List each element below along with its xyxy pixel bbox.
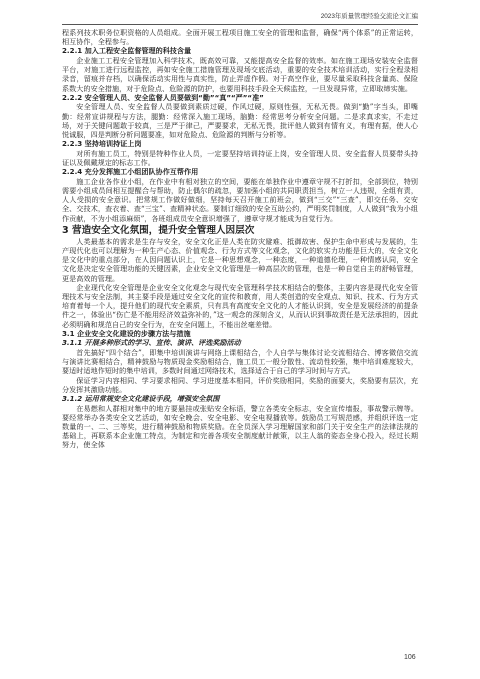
subsection-heading: 2.2.3 坚持培训持证上岗 — [62, 139, 142, 149]
body-paragraph: 安全管理人员、安全监督人员要做到素质过硬，作风过硬，原则性强，无私无畏。做到“勤”字当头，即嘴勤：经常宣讲规程与方法，腿勤：经常深入施工现场，脑勤：经常思考分析安全问题。二是求真求实，不走过场，对于关键问题敢于较真，三是严于律己，严要要求，无私无畏，批评他人做到有情有义，有理有据，使人心悦诚服，四是判断分析问题要准，如对危险点、危险源的判断与分析等。 — [62, 102, 418, 140]
page-number: 106 — [404, 654, 416, 661]
section-heading: 3 营造安全文化氛围，提升安全管理人因层次 — [62, 224, 255, 236]
subsection-heading: 3.1 企业安全文化建设的步骤方法与措施 — [62, 328, 191, 338]
body-paragraph: 对所有施工员工，特别是特种作业人员，一定要坚持培训持证上岗，安全管理人员、安全监督人员要带头持证以及佩戴规定的标志工作。 — [62, 148, 418, 168]
subsection-heading: 2.2.2 安全管理人员、安全监督人员要做到“勤”“真”“严”“准” — [62, 92, 264, 102]
header-title: 2023年质量管理经验交流论文汇编 — [320, 13, 418, 20]
subsection-heading: 2.2.4 充分发挥施工小组团队协作互帮作用 — [62, 167, 199, 177]
subsection-heading: 3.1.2 运用常规安全文化建设手段，增强安全氛围 — [62, 394, 220, 404]
body-paragraph: 首先搞好“四个结合”，即集中培训演讲与网络上课相结合，个人自学与集体讨论交流相结合、博客微信交流与演讲比赛相结合，精神鼓励与物质现金奖励相结合，施工员工一般分散性、流动性较强，集中培训难度较大，要适时适地作短时的集中培训，多数时间通过网络技术，选择适合于自己的学习时间与方式。 — [62, 348, 418, 376]
subsection-heading: 2.2.1 加入工程安全监督管理的科技含量 — [62, 46, 192, 56]
body-paragraph: 在易燃和人群相对集中的地方要悬挂或张贴安全标语，警立各类安全标志，安全宣传墙报，事故警示牌等。要经常举办各类安全文艺活动，如安全晚会、安全电影、安全电视播放等。鼓励员工写规范感，并组织评选一定数量的一、二、三等奖，进行精神鼓励和物质奖励。在全员深入学习理解国家和部门关于安全生产的法律法规的基础上，再联系本企业施工特点，为制定和完善各项安全制度献计献策，以主人翁的姿态全身心投入，经过长期努力，使全体 — [62, 403, 418, 450]
body-paragraph: 程系列技术职务位职资格的人员组成。全面开展工程项目施工安全的管理和监督，确保“两个体系”的正常运转，相互协作，全程参与。 — [62, 28, 418, 47]
body-paragraph: 保证学习内容相同、学习要求相同、学习进度基本相同，评价奖励相同，奖励的面要大，奖励要有层次，充分发挥其激励功能。 — [62, 375, 418, 394]
body-paragraph: 人类最基本的需求是生存与安全，安全文化正是人类在防灾避难、抵御故害、保护生命中形成与发展的，生产现代化也可以理解为一种生产心态、价值观念、行为方式等文化观念，文化的软实力功能是巨大的，安全文化是文化中的重点部分，在人因问题认识上，它是一种思想观念，一种态度，一种道德伦理，一种情感认同，安全文化是决定安全管理功能的关键因素，企业安全文化管理是一种高层次的管理，也是一种自觉自主的舒畅管理，更是高效的管理。 — [62, 236, 418, 283]
body-paragraph: 企业施工工程安全管理加入科学技术，既高效可靠，又能提高安全监督的效率。如在施工现场安装安全监督平台，对施工进行远程监控，再如安全施工措施管理及现场交底活动，重要的安全技术培训活动，实行全程录相录音，留痕并存档，以确保活动实用性与真实性，防止弄虚作假。对于高空作业，要尽量采取科技含量高、保险系数大的安全措施，对于危险点、危险源的防护，也要用科技手段全天候监控，一旦发现异常，立即取缔实施。 — [62, 56, 418, 93]
body-paragraph: 企业现代化安全管理是企业安全文化观念与现代安全管理科学技术相结合的整体，主要内容是现代化安全管理技术与安全法制，其主要手段是通过安全文化的宣传和教育，用人类创造的安全观点、知识、技术、行为方式培育着每一个人，提升他们的现代安全素质，只有具有高度安全文化的人才能认识到，安全是发展经济的前提条件之一，体验出“伤亡是不能用经济效益弥补的，”这一观念的深刻含义，从而认识到事故责任是无法承担的，因此必须明确和规范自己的安全行为，在安全问题上，不能出丝毫差错。 — [62, 282, 418, 329]
subsection-heading: 3.1.1 开展多种形式的学习、宣传、演讲、评选奖励活动 — [62, 338, 241, 348]
document-body — [62, 28, 418, 640]
body-paragraph: 施工企业各作业小组，在作业中有相对独立的空间，要能在单独作业中遵章守规不打折扣，全部到位，特别需要小组成员间相互提醒合与帮助，防止偶尔的疏忽，要加强小组的共同职责担当，树立一人违规，全组有责，人人受损的安全意识。把常规工作做好做细，坚持每天召开施工前班会，做到“三交”“三查”，即交任务、交安全、交技术，查衣着、查“三宝”、查精神状态。要制订细致的安全互助公约，严明奖罚制度，人人做到“我为小组作贡献，不为小组添麻烦”，各班组成员安全意识增强了，遵章守规才能成为自觉行为。 — [62, 176, 418, 223]
running-header — [62, 12, 418, 25]
